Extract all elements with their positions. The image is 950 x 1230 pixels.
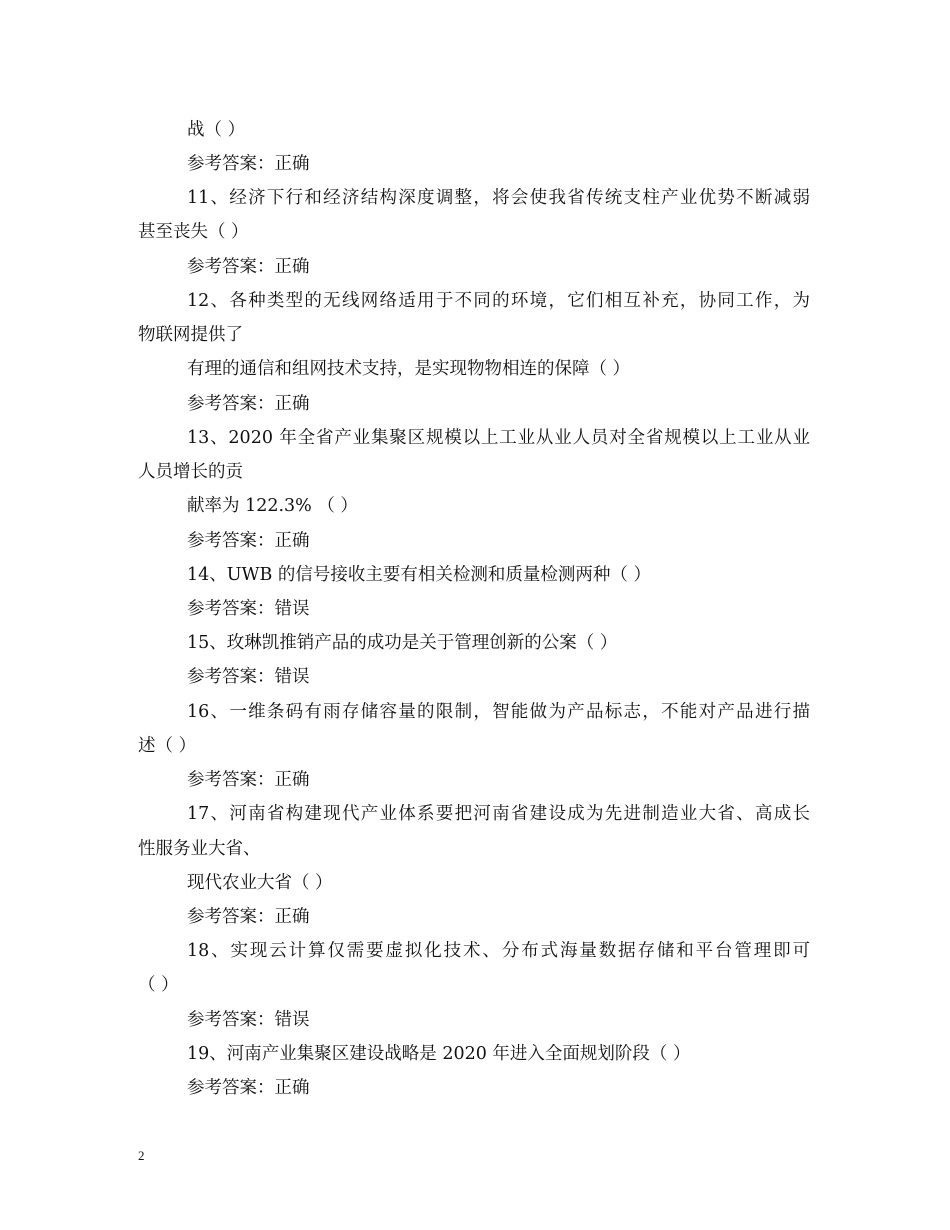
text-line: 物联网提供了 — [138, 325, 243, 345]
text-line: （ ） — [138, 975, 179, 995]
answer-line: 参考答案：错误 — [187, 599, 310, 619]
answer-line: 参考答案：错误 — [187, 667, 310, 687]
answer-line: 参考答案：正确 — [187, 154, 310, 174]
question-line: 11、经济下行和经济结构深度调整，将会使我省传统支柱产业优势不断减弱 — [187, 188, 810, 208]
answer-line: 参考答案：正确 — [187, 531, 310, 551]
text-line: 甚至丧失（ ） — [138, 222, 249, 242]
answer-line: 参考答案：正确 — [187, 1078, 310, 1098]
question-line: 15、玫琳凯推销产品的成功是关于管理创新的公案（ ） — [187, 633, 618, 653]
text-line: 现代农业大省（ ） — [187, 873, 333, 893]
question-line: 18、实现云计算仅需要虚拟化技术、分布式海量数据存储和平台管理即可 — [187, 941, 810, 961]
answer-line: 参考答案：正确 — [187, 770, 310, 790]
answer-line: 参考答案：正确 — [187, 394, 310, 414]
text-line: 有理的通信和组网技术支持，是实现物物相连的保障（ ） — [187, 359, 631, 379]
text-line: 战（ ） — [187, 120, 246, 140]
page-number: 2 — [138, 1148, 145, 1163]
question-line: 19、河南产业集聚区建设战略是 2020 年进入全面规划阶段（ ） — [187, 1044, 691, 1064]
answer-line: 参考答案：正确 — [187, 907, 310, 927]
answer-line: 参考答案：错误 — [187, 1010, 310, 1030]
text-line: 人员增长的贡 — [138, 462, 243, 482]
text-line: 性服务业大省、 — [138, 839, 261, 859]
question-line: 13、2020 年全省产业集聚区规模以上工业从业人员对全省规模以上工业从业 — [187, 428, 810, 448]
text-line: 述（ ） — [138, 736, 197, 756]
question-line: 14、UWB 的信号接收主要有相关检测和质量检测两种（ ） — [187, 565, 651, 585]
question-line: 17、河南省构建现代产业体系要把河南省建设成为先进制造业大省、高成长 — [187, 804, 810, 824]
question-line: 12、各种类型的无线网络适用于不同的环境，它们相互补充，协同工作，为 — [187, 291, 810, 311]
question-line: 16、一维条码有雨存储容量的限制，智能做为产品标志，不能对产品进行描 — [187, 702, 810, 722]
text-line: 献率为 122.3% （ ） — [187, 496, 358, 516]
answer-line: 参考答案：正确 — [187, 257, 310, 277]
